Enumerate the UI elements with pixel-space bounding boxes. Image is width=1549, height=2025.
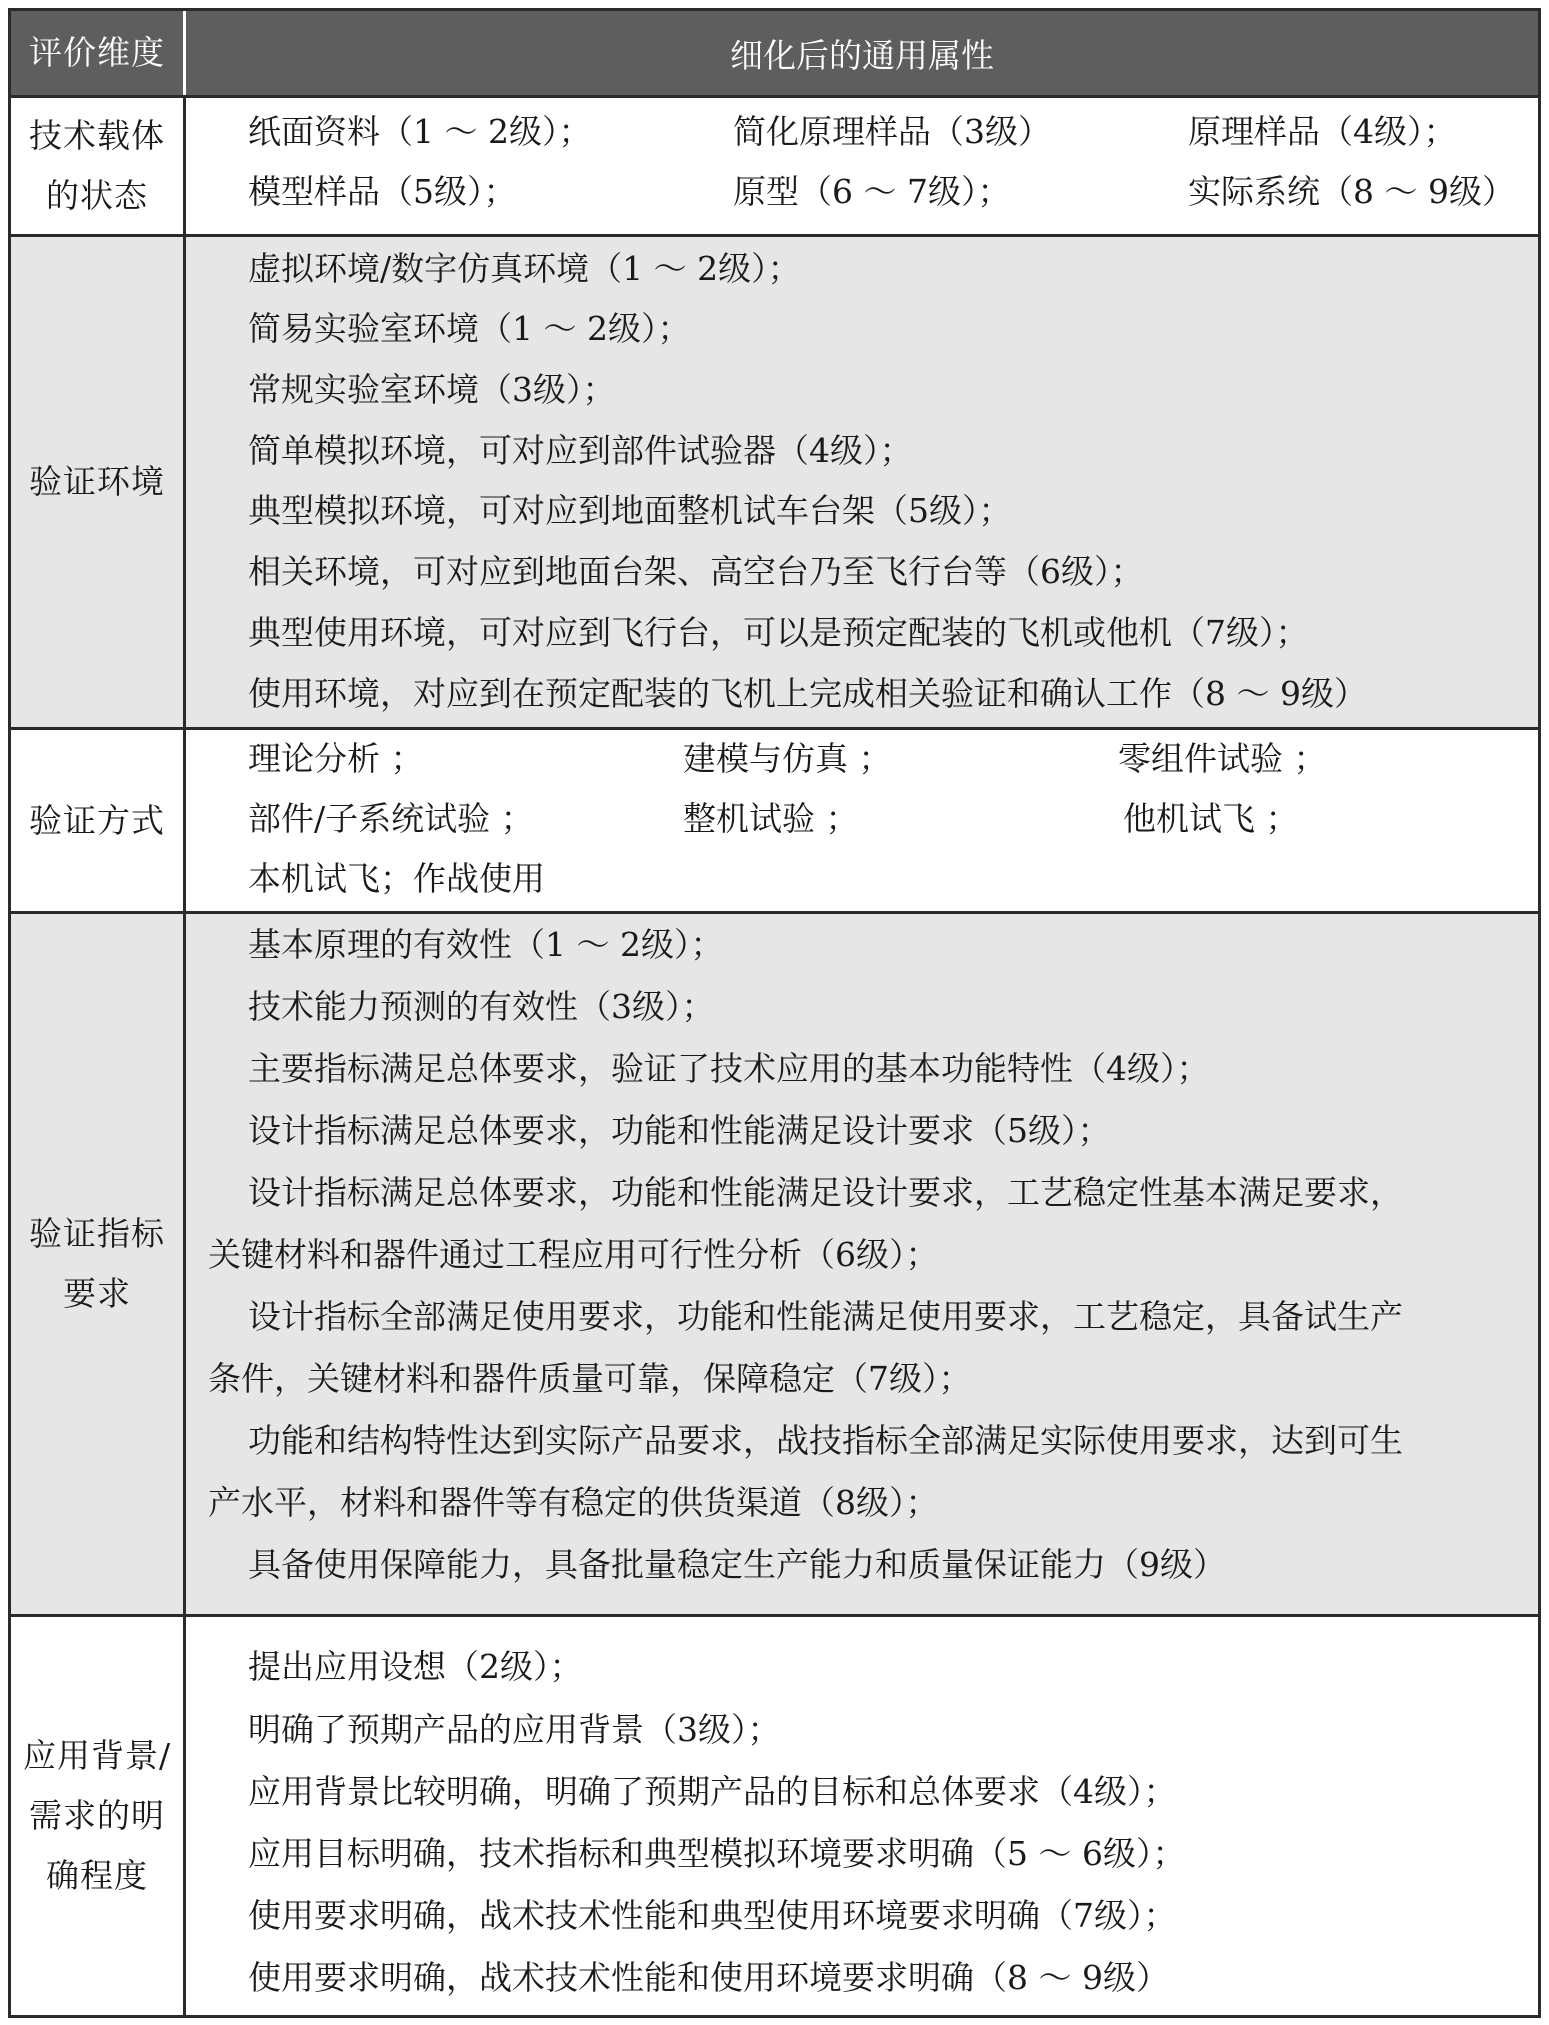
dimension-label: 需求的明 (29, 1796, 165, 1835)
attribute-item: 条件，关键材料和器件质量可靠，保障稳定（7级）； (208, 1359, 972, 1398)
attributes-cell (186, 914, 1538, 1614)
dimension-label: 验证方式 (29, 800, 165, 840)
attribute-item: 简单模拟环境，可对应到部件试验器（4级）； (248, 431, 913, 470)
dimension-label: 验证指标 (29, 1214, 165, 1253)
attribute-item: 设计指标满足总体要求，功能和性能满足设计要求（5级）； (248, 1111, 1111, 1150)
attribute-item: 使用要求明确，战术技术性能和使用环境要求明确（8 ～ 9级） (248, 1958, 1169, 1997)
attribute-item: 理论分析 ； (248, 739, 424, 778)
attribute-item: 基本原理的有效性（1 ～ 2级）； (248, 925, 724, 964)
table-row (11, 914, 1538, 1614)
table-row (11, 730, 1538, 911)
dimension-label: 技术载体 (29, 116, 165, 155)
attributes-cell (186, 730, 1538, 911)
attribute-item: 功能和结构特性达到实际产品要求，战技指标全部满足实际使用要求，达到可生 (248, 1421, 1403, 1460)
attributes-cell (186, 237, 1538, 727)
dimension-cell (11, 237, 183, 727)
attribute-item: 常规实验室环境（3级）； (248, 370, 616, 409)
header-dimension-label: 评价维度 (29, 33, 165, 72)
dimension-cell (11, 98, 183, 234)
attribute-item: 建模与仿真 ； (683, 739, 892, 778)
attribute-item: 典型模拟环境，可对应到地面整机试车台架（5级）； (248, 491, 1012, 530)
evaluation-table (8, 8, 1541, 2018)
attribute-item: 提出应用设想（2级）； (248, 1647, 583, 1686)
table-row (11, 1617, 1538, 2015)
table-row (11, 98, 1538, 234)
attribute-item: 具备使用保障能力，具备批量稳定生产能力和质量保证能力（9级） (248, 1545, 1226, 1584)
attribute-item: 典型使用环境，可对应到飞行台，可以是预定配装的飞机或他机（7级）； (248, 613, 1309, 652)
attribute-item: 使用环境，对应到在预定配装的飞机上完成相关验证和确认工作（8 ～ 9级） (248, 674, 1367, 713)
attribute-item: 简化原理样品（3级） (733, 112, 1051, 151)
attribute-item: 主要指标满足总体要求，验证了技术应用的基本功能特性（4级）； (248, 1049, 1210, 1088)
attributes-cell (186, 1617, 1538, 2015)
attribute-item: 设计指标全部满足使用要求，功能和性能满足使用要求，工艺稳定，具备试生产 (248, 1297, 1403, 1336)
header-attributes-label: 细化后的通用属性 (730, 35, 994, 75)
header-attributes-cell (186, 11, 1538, 95)
dimension-label: 的状态 (46, 176, 148, 215)
attribute-item: 产水平，材料和器件等有稳定的供货渠道（8级）； (208, 1483, 939, 1522)
attribute-item: 相关环境，可对应到地面台架、高空台乃至飞行台等（6级）； (248, 552, 1144, 591)
attribute-item: 使用要求明确，战术技术性能和典型使用环境要求明确（7级）； (248, 1896, 1177, 1935)
attribute-item: 原理样品（4级）； (1188, 112, 1457, 151)
attribute-item: 模型样品（5级）； (248, 172, 517, 211)
attributes-cell (186, 98, 1538, 234)
dimension-label: 应用背景/ (22, 1736, 172, 1775)
attribute-item: 明确了预期产品的应用背景（3级）； (248, 1710, 781, 1749)
attribute-item: 虚拟环境/数字仿真环境（1 ～ 2级）； (248, 249, 801, 288)
attribute-item: 他机试飞 ； (1123, 799, 1299, 838)
header-divider (183, 11, 186, 95)
attribute-item: 应用背景比较明确，明确了预期产品的目标和总体要求（4级）； (248, 1772, 1177, 1811)
dimension-label: 确程度 (46, 1856, 148, 1895)
attribute-item: 应用目标明确，技术指标和典型模拟环境要求明确（5 ～ 6级）； (248, 1834, 1186, 1873)
dimension-label: 要求 (63, 1274, 131, 1313)
attribute-item: 整机试验 ； (683, 799, 859, 838)
dimension-cell (11, 730, 183, 911)
attribute-item: 实际系统（8 ～ 9级） (1188, 172, 1515, 211)
dimension-cell (11, 914, 183, 1614)
dimension-label: 验证环境 (29, 462, 165, 501)
attribute-item: 零组件试验 ； (1118, 739, 1327, 778)
attribute-item: 纸面资料（1 ～ 2级）； (248, 112, 592, 151)
table-row (11, 237, 1538, 727)
table-header-row (11, 11, 1538, 95)
column-divider (183, 98, 186, 2015)
dimension-cell (11, 1617, 183, 2015)
attribute-item: 简易实验室环境（1 ～ 2级）； (248, 309, 691, 348)
attribute-item: 部件/子系统试验 ； (248, 799, 534, 838)
attribute-item: 技术能力预测的有效性（3级）； (248, 987, 715, 1026)
header-dimension-cell (11, 11, 183, 95)
attribute-item: 原型（6 ～ 7级）； (733, 172, 1011, 211)
attribute-item: 本机试飞；作战使用 (248, 859, 545, 898)
attribute-item: 设计指标满足总体要求，功能和性能满足设计要求，工艺稳定性基本满足要求， (248, 1173, 1403, 1212)
attribute-item: 关键材料和器件通过工程应用可行性分析（6级）； (208, 1235, 939, 1274)
